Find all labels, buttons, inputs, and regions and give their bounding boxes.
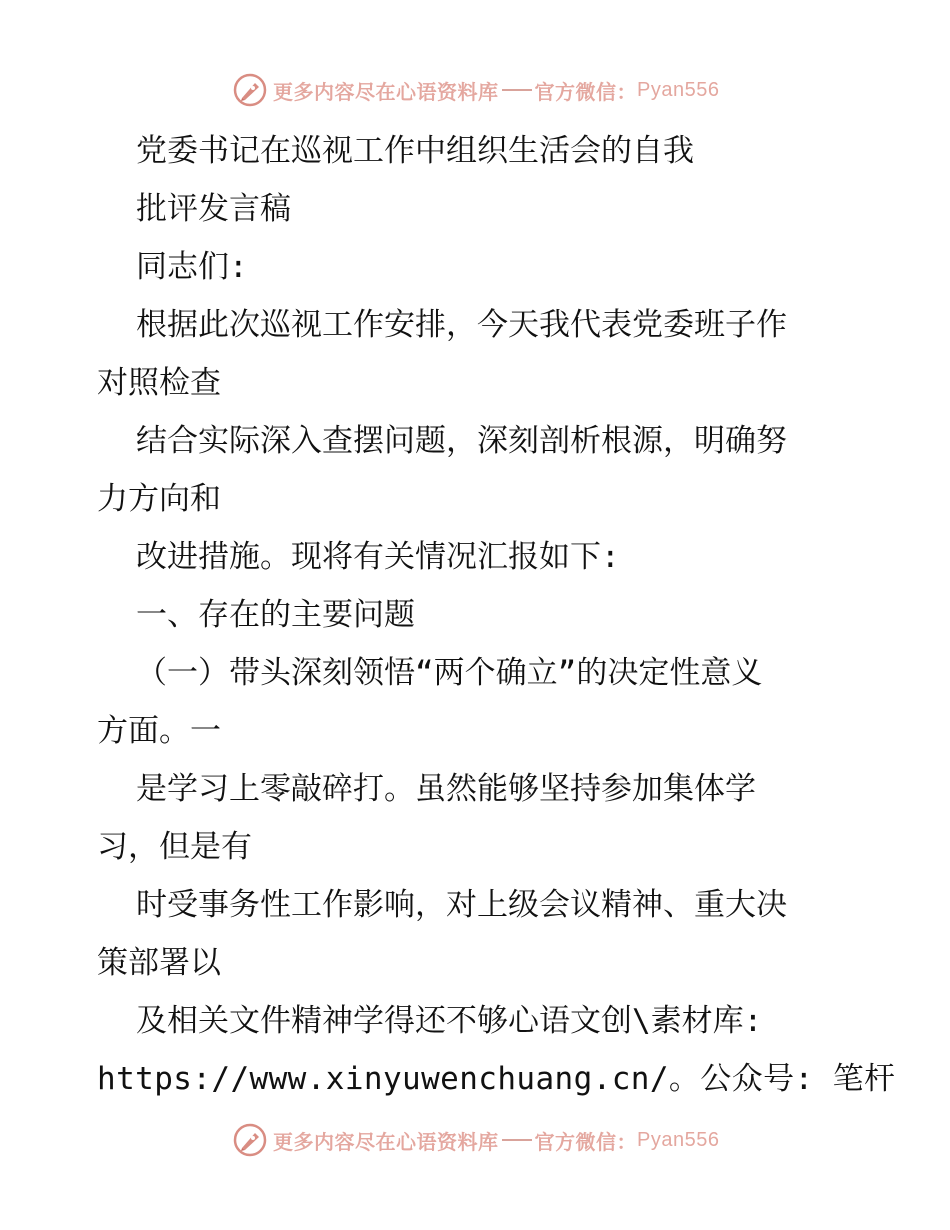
banner-contact-id: Pyan556	[637, 78, 720, 101]
pen-nib-logo-icon	[233, 1123, 267, 1157]
paragraph-line: 结合实际深入查摆问题，深刻剖析根源，明确努	[136, 423, 787, 459]
pen-nib-logo-icon	[233, 73, 267, 107]
paragraph-line: 对照检查	[97, 365, 221, 401]
document-body	[97, 122, 896, 1108]
banner-dash	[502, 1139, 532, 1141]
paragraph-line: 是学习上零敲碎打。虽然能够坚持参加集体学	[136, 771, 756, 807]
banner-contact-prefix: 官方微信：	[534, 79, 637, 104]
paragraph-line: 及相关文件精神学得还不够心语文创\素材库:	[136, 1003, 763, 1039]
paragraph-line: 根据此次巡视工作安排，今天我代表党委班子作	[136, 307, 787, 343]
paragraph-line: 改进措施。现将有关情况汇报如下:	[136, 539, 620, 575]
header-watermark-banner	[233, 70, 753, 110]
footer-watermark-banner	[233, 1120, 753, 1160]
paragraph-line: 策部署以	[97, 945, 221, 981]
banner-contact-id: Pyan556	[637, 1128, 720, 1151]
salutation: 同志们:	[136, 249, 248, 285]
paragraph-line: 时受事务性工作影响，对上级会议精神、重大决	[136, 887, 787, 923]
paragraph-line: 力方向和	[97, 481, 221, 517]
section-heading: 一、存在的主要问题	[136, 597, 415, 633]
paragraph-line: 方面。一	[97, 713, 221, 749]
title-line-1: 党委书记在巡视工作中组织生活会的自我	[136, 133, 694, 169]
paragraph-line: 习，但是有	[97, 829, 252, 865]
banner-text: 更多内容尽在心语资料库	[273, 1129, 499, 1154]
banner-contact-prefix: 官方微信：	[534, 1129, 637, 1154]
subsection-heading: （一）带头深刻领悟“两个确立”的决定性意义	[136, 655, 763, 691]
banner-text: 更多内容尽在心语资料库	[273, 79, 499, 104]
banner-dash	[502, 89, 532, 91]
title-line-2: 批评发言稿	[136, 191, 291, 227]
url-line: https://www.xinyuwenchuang.cn/。公众号: 笔杆	[97, 1061, 896, 1097]
